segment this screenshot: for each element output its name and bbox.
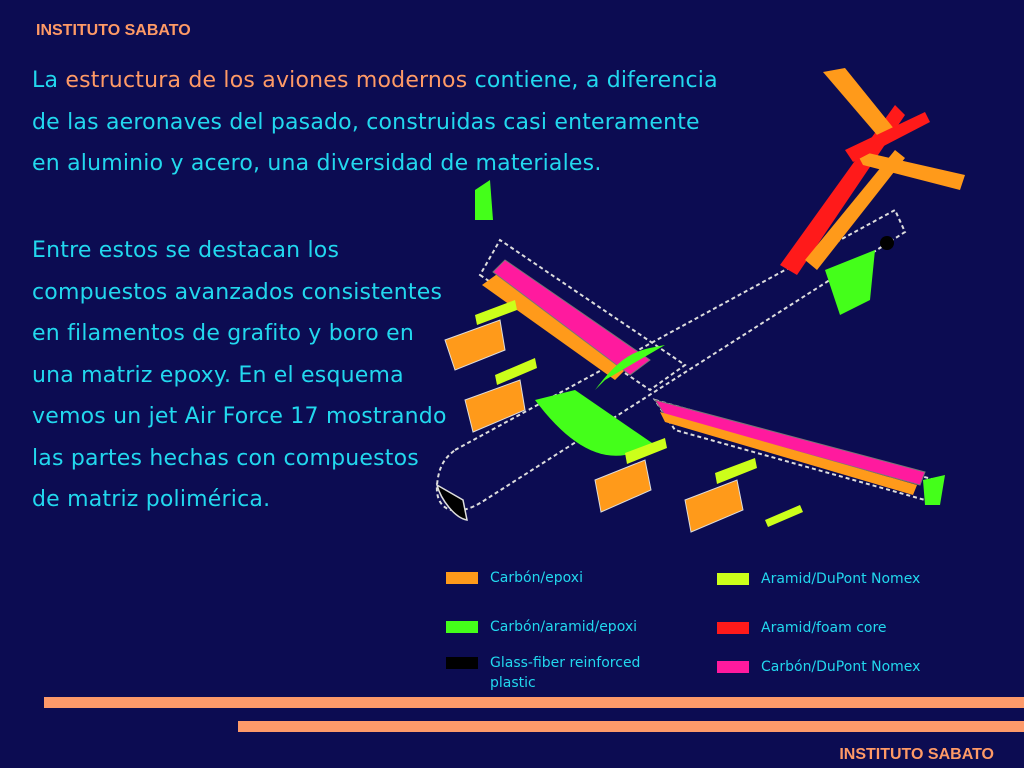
decorative-bar-lower: [238, 721, 1024, 732]
legend-label: Aramid/foam core: [761, 620, 887, 636]
legend-label: Glass-fiber reinforced plastic: [490, 655, 641, 691]
legend-item-carbon-aramid-epoxi: [446, 617, 690, 637]
legend-item-glass-fiber: [446, 653, 690, 693]
upper-wingtip: [475, 180, 493, 220]
legend-label: Aramid/DuPont Nomex: [761, 571, 921, 587]
aft-fuselage-fairing: [825, 250, 875, 315]
wing-root-fairing-lower: [535, 390, 655, 456]
legend-item-aramid-nomex: [717, 569, 961, 589]
tail-cone: [880, 236, 894, 250]
legend-swatch: [717, 661, 749, 673]
intro-text-end: contiene, a diferencia de las aeronaves del pasado, construidas casi enteramente en aluminio y acero, una diversidad de materiales.: [32, 68, 718, 176]
body-paragraph: Entre estos se destacan los compuestos avanzados consistentes en filamentos de grafito y boro en una matriz epoxy. En el esquema vemos un jet Air Force 17 mostrando las partes hechas con compuestos de matriz polimérica.: [32, 238, 447, 512]
legend-swatch: [717, 622, 749, 634]
lower-wingtip: [923, 475, 945, 505]
lower-wing-leading-edge: [660, 412, 917, 495]
legend-item-carbon-epoxi: [446, 568, 690, 588]
header-brand: INSTITUTO SABATO: [36, 22, 191, 39]
legend-item-carbon-nomex: [717, 657, 961, 677]
footer-brand: INSTITUTO SABATO: [839, 746, 994, 763]
upper-wing-leading-edge: [482, 272, 625, 380]
lower-wing-panels: [655, 400, 925, 485]
legend-label: Carbón/aramid/epoxi: [490, 619, 638, 635]
intro-text-start: La: [32, 68, 66, 93]
engine-4: [685, 458, 803, 532]
legend-label: Carbón/epoxi: [490, 570, 583, 586]
legend-label: Carbón/DuPont Nomex: [761, 659, 921, 675]
engine-2: [465, 358, 537, 432]
legend-swatch: [446, 657, 478, 669]
legend-swatch: [446, 572, 478, 584]
legend-swatch: [446, 621, 478, 633]
legend-item-aramid-foam: [717, 618, 961, 638]
engine-1: [445, 300, 517, 370]
aircraft-diagram: [425, 60, 965, 540]
horizontal-stabilizer-left: [823, 68, 895, 142]
intro-highlight: estructura de los aviones modernos: [65, 68, 468, 93]
decorative-bar-upper: [44, 697, 1024, 708]
legend-swatch: [717, 573, 749, 585]
